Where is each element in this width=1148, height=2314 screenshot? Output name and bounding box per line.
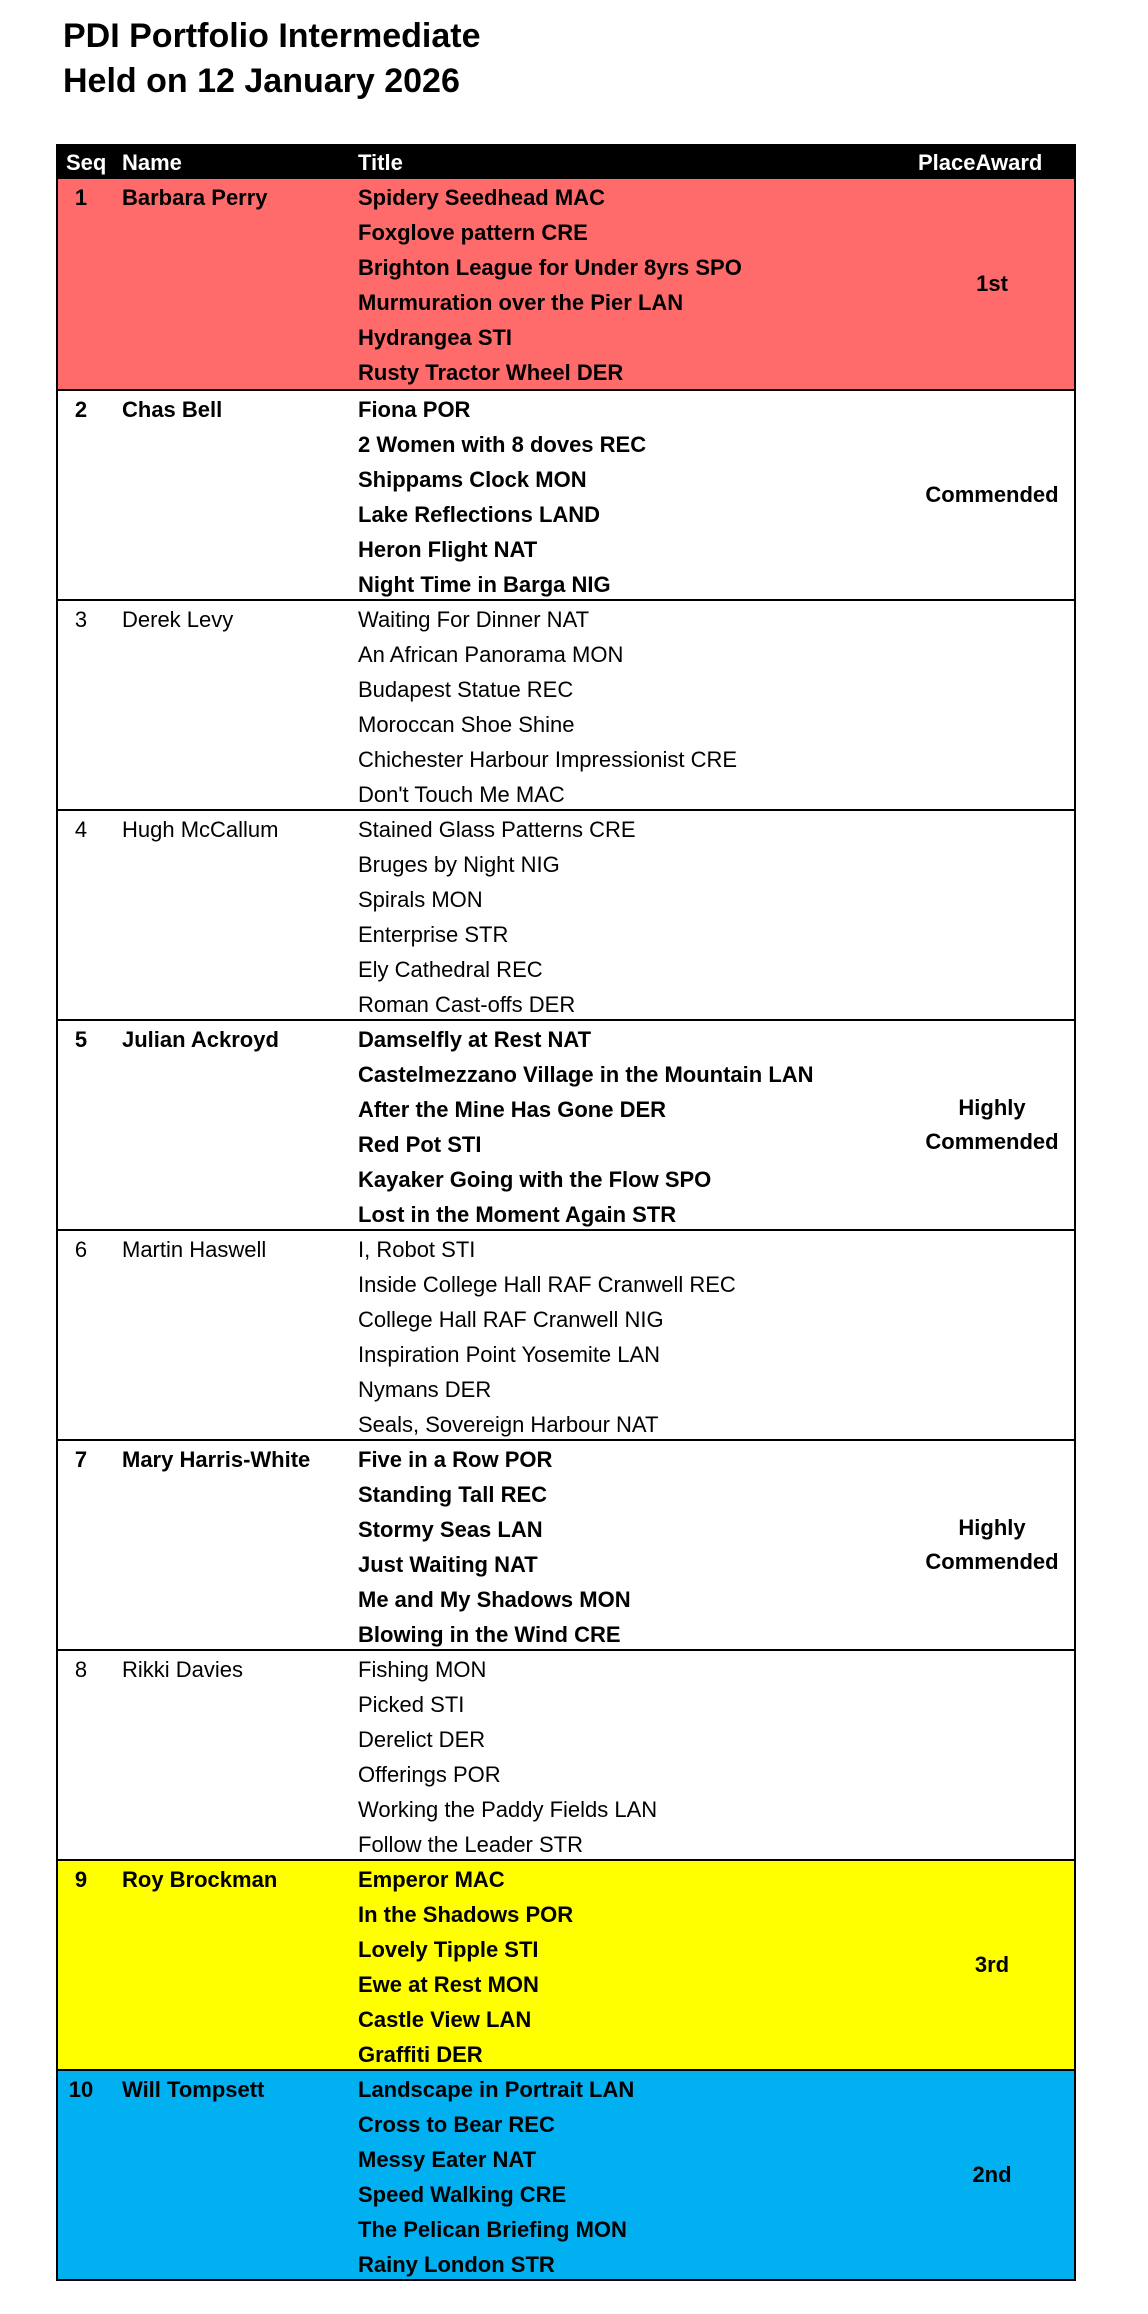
image-title: Follow the Leader STR — [358, 1832, 583, 1857]
image-title: Inside College Hall RAF Cranwell REC — [358, 1272, 736, 1297]
image-title: Waiting For Dinner NAT — [358, 607, 590, 632]
table-row — [58, 599, 1074, 809]
image-title: Murmuration over the Pier LAN — [358, 290, 684, 315]
image-title: Hydrangea STI — [358, 325, 513, 350]
image-title: Night Time in Barga NIG — [358, 572, 611, 597]
table-row — [58, 179, 1074, 389]
table-row — [58, 389, 1074, 599]
table-row — [58, 1859, 1074, 2069]
image-title: College Hall RAF Cranwell NIG — [358, 1307, 664, 1332]
image-title: Just Waiting NAT — [358, 1552, 538, 1577]
entry-seq: 6 — [74, 1237, 88, 1262]
image-title: Fiona POR — [358, 397, 471, 422]
image-title: Brighton League for Under 8yrs SPO — [358, 255, 742, 280]
entry-title-list — [358, 605, 737, 815]
place-award — [908, 179, 1076, 389]
image-title: Picked STI — [358, 1692, 465, 1717]
entry-seq: 9 — [74, 1867, 88, 1892]
place-award — [908, 811, 1076, 1019]
entry-seq: 10 — [68, 2077, 94, 2102]
entry-title-list — [358, 815, 636, 1025]
image-title: Red Pot STI — [358, 1132, 482, 1157]
image-title: Shippams Clock MON — [358, 467, 587, 492]
award-text: 1st — [976, 271, 1008, 296]
award-text: 3rd — [974, 1952, 1010, 1977]
image-title: Rusty Tractor Wheel DER — [358, 360, 624, 385]
award-text: 2nd — [972, 2162, 1012, 2187]
image-title: Stained Glass Patterns CRE — [358, 817, 636, 842]
entry-seq: 5 — [74, 1027, 88, 1052]
entry-seq: 1 — [74, 185, 88, 210]
image-title: Messy Eater NAT — [358, 2147, 537, 2172]
image-title: In the Shadows POR — [358, 1902, 574, 1927]
entrant-name: Mary Harris-White — [122, 1447, 311, 1472]
image-title: Lake Reflections LAND — [358, 502, 601, 527]
image-title: Budapest Statue REC — [358, 677, 574, 702]
image-title: Damselfly at Rest NAT — [358, 1027, 592, 1052]
entrant-name: Roy Brockman — [122, 1867, 278, 1892]
image-title: Graffiti DER — [358, 2042, 483, 2067]
place-award — [908, 601, 1076, 809]
image-title: I, Robot STI — [358, 1237, 476, 1262]
award-text: Commended — [925, 1549, 1059, 1574]
place-award — [908, 391, 1076, 599]
image-title: Ewe at Rest MON — [358, 1972, 539, 1997]
entry-seq: 4 — [74, 817, 88, 842]
image-title: Standing Tall REC — [358, 1482, 548, 1507]
image-title: Cross to Bear REC — [358, 2112, 555, 2137]
competition-date: Held on 12 January 2026 — [63, 62, 460, 100]
image-title: Blowing in the Wind CRE — [358, 1622, 621, 1647]
image-title: Stormy Seas LAN — [358, 1517, 543, 1542]
entry-title-list — [358, 1235, 736, 1445]
image-title: Five in a Row POR — [358, 1447, 553, 1472]
entry-title-list — [358, 1865, 573, 2075]
award-text: Highly — [958, 1515, 1026, 1540]
entrant-name: Julian Ackroyd — [122, 1027, 279, 1052]
table-row — [58, 1649, 1074, 1859]
entrant-name: Derek Levy — [122, 607, 234, 632]
entry-title-list — [358, 1445, 631, 1655]
entry-title-list — [358, 2075, 634, 2285]
image-title: 2 Women with 8 doves REC — [358, 432, 647, 457]
place-award — [908, 2071, 1076, 2279]
image-title: The Pelican Briefing MON — [358, 2217, 627, 2242]
image-title: Chichester Harbour Impressionist CRE — [358, 747, 738, 772]
image-title: Offerings POR — [358, 1762, 501, 1787]
entry-seq: 8 — [74, 1657, 88, 1682]
entry-title-list — [358, 395, 646, 605]
image-title: Moroccan Shoe Shine — [358, 712, 575, 737]
image-title: Roman Cast-offs DER — [358, 992, 576, 1017]
header-name: Name — [122, 150, 182, 175]
image-title: Lost in the Moment Again STR — [358, 1202, 677, 1227]
image-title: Heron Flight NAT — [358, 537, 538, 562]
table-row — [58, 1019, 1074, 1229]
table-row — [58, 2069, 1074, 2279]
entry-seq: 7 — [74, 1447, 88, 1472]
image-title: Spirals MON — [358, 887, 483, 912]
image-title: Derelict DER — [358, 1727, 486, 1752]
entrant-name: Barbara Perry — [122, 185, 268, 210]
entry-title-list — [358, 183, 742, 393]
image-title: Ely Cathedral REC — [358, 957, 543, 982]
image-title: Rainy London STR — [358, 2252, 555, 2277]
header-title: Title — [358, 150, 403, 175]
image-title: Spidery Seedhead MAC — [358, 185, 605, 210]
entry-seq: 3 — [74, 607, 88, 632]
image-title: An African Panorama MON — [358, 642, 624, 667]
place-award — [908, 1441, 1076, 1649]
place-award — [908, 1651, 1076, 1859]
image-title: After the Mine Has Gone DER — [358, 1097, 667, 1122]
award-text: Commended — [925, 1129, 1059, 1154]
image-title: Lovely Tipple STI — [358, 1937, 539, 1962]
results-table — [56, 144, 1076, 2281]
image-title: Enterprise STR — [358, 922, 509, 947]
image-title: Nymans DER — [358, 1377, 492, 1402]
image-title: Seals, Sovereign Harbour NAT — [358, 1412, 659, 1437]
table-row — [58, 1229, 1074, 1439]
entrant-name: Chas Bell — [122, 397, 223, 422]
header-seq: Seq — [66, 150, 107, 175]
entrant-name: Hugh McCallum — [122, 817, 279, 842]
table-row — [58, 809, 1074, 1019]
place-award — [908, 1861, 1076, 2069]
header-place-award: PlaceAward — [918, 150, 1043, 175]
image-title: Speed Walking CRE — [358, 2182, 567, 2207]
award-text: Commended — [925, 482, 1059, 507]
image-title: Inspiration Point Yosemite LAN — [358, 1342, 661, 1367]
image-title: Kayaker Going with the Flow SPO — [358, 1167, 712, 1192]
table-body — [58, 179, 1074, 2279]
image-title: Bruges by Night NIG — [358, 852, 560, 877]
image-title: Working the Paddy Fields LAN — [358, 1797, 658, 1822]
entry-seq: 2 — [74, 397, 88, 422]
image-title: Fishing MON — [358, 1657, 487, 1682]
table-header-row — [58, 146, 1074, 179]
image-title: Castelmezzano Village in the Mountain LAN — [358, 1062, 814, 1087]
entrant-name: Will Tompsett — [122, 2077, 265, 2102]
image-title: Landscape in Portrait LAN — [358, 2077, 635, 2102]
place-award — [908, 1231, 1076, 1439]
image-title: Foxglove pattern CRE — [358, 220, 588, 245]
image-title: Emperor MAC — [358, 1867, 505, 1892]
entrant-name: Rikki Davies — [122, 1657, 244, 1682]
award-text: Highly — [958, 1095, 1026, 1120]
page-heading — [63, 14, 481, 104]
table-row — [58, 1439, 1074, 1649]
entrant-name: Martin Haswell — [122, 1237, 267, 1262]
competition-title: PDI Portfolio Intermediate — [63, 17, 481, 55]
entry-title-list — [358, 1655, 657, 1865]
image-title: Castle View LAN — [358, 2007, 532, 2032]
entry-title-list — [358, 1025, 814, 1235]
image-title: Don't Touch Me MAC — [358, 782, 565, 807]
image-title: Me and My Shadows MON — [358, 1587, 631, 1612]
place-award — [908, 1021, 1076, 1229]
